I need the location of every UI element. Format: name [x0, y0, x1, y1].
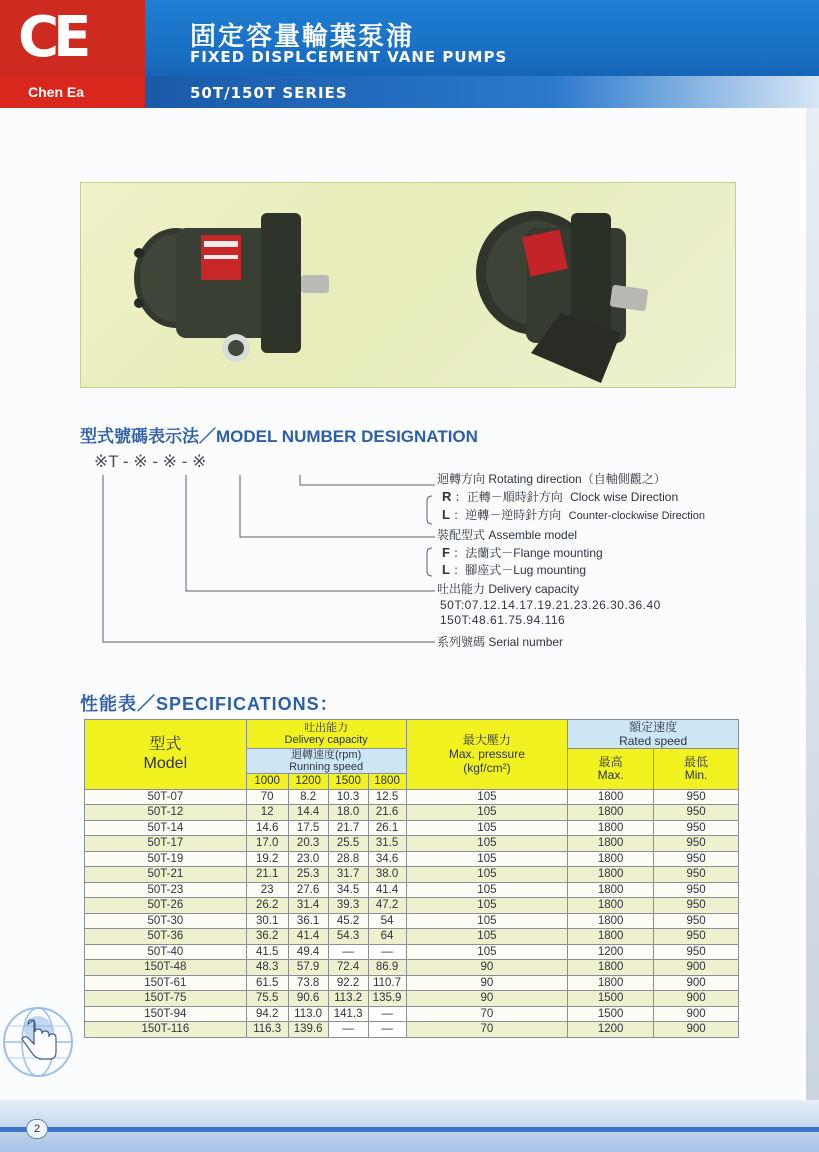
brand-logo	[0, 0, 145, 88]
cell-model: 150T-61	[85, 975, 247, 991]
cell-d1200: 8.2	[288, 789, 328, 805]
cell-d1800: 26.1	[368, 820, 406, 836]
cell-model: 50T-19	[85, 851, 247, 867]
serial-number-label: 系列號碼 Serial number	[437, 635, 564, 649]
table-row	[85, 944, 739, 960]
cell-d1800: 31.5	[368, 836, 406, 852]
header-speed-1500: 1500	[328, 774, 368, 790]
header-model-cn: 型式	[149, 736, 182, 754]
cell-d1000: 17.0	[246, 836, 288, 852]
table-row	[85, 789, 739, 805]
header-pressure-en: Max. pressure	[448, 747, 525, 762]
cell-d1200: 113.0	[288, 1006, 328, 1022]
header-speed-cn: 迴轉速度(rpm)	[290, 749, 362, 761]
designation-leader-lines	[0, 440, 819, 660]
cell-pressure: 90	[406, 991, 568, 1007]
cell-d1000: 21.1	[246, 867, 288, 883]
cell-d1800: —	[368, 1006, 406, 1022]
cell-pressure: 105	[406, 867, 568, 883]
cell-max: 1800	[568, 789, 654, 805]
cell-max: 1800	[568, 929, 654, 945]
cell-d1000: 14.6	[246, 820, 288, 836]
cell-d1000: 41.5	[246, 944, 288, 960]
table-row	[85, 975, 739, 991]
cell-max: 1800	[568, 898, 654, 914]
table-row	[85, 1006, 739, 1022]
cell-d1000: 116.3	[246, 1022, 288, 1038]
product-photo	[80, 182, 736, 388]
cell-model: 50T-07	[85, 789, 247, 805]
header-delivery	[246, 720, 406, 749]
cell-min: 950	[654, 913, 739, 929]
cell-pressure: 70	[406, 1006, 568, 1022]
cell-d1800: 41.4	[368, 882, 406, 898]
cell-max: 1800	[568, 867, 654, 883]
table-row	[85, 867, 739, 883]
cell-d1500: 45.2	[328, 913, 368, 929]
cell-model: 50T-17	[85, 836, 247, 852]
table-row	[85, 991, 739, 1007]
header-pressure	[406, 720, 568, 790]
pump-angle-view	[476, 211, 648, 383]
cell-d1200: 14.4	[288, 805, 328, 821]
header-min-cn: 最低	[684, 754, 709, 769]
table-row	[85, 1022, 739, 1038]
cell-d1500: —	[328, 1022, 368, 1038]
header-max-cn: 最高	[598, 754, 623, 769]
brand-name: Chen Ea	[28, 84, 85, 100]
header-pressure-cn: 最大壓力	[462, 733, 511, 748]
table-row	[85, 913, 739, 929]
assemble-model-label: 裝配型式 Assemble model	[437, 528, 578, 542]
table-row	[85, 882, 739, 898]
cell-d1800: 110.7	[368, 975, 406, 991]
cell-pressure: 105	[406, 898, 568, 914]
cell-min: 900	[654, 975, 739, 991]
header-model	[85, 720, 247, 790]
assemble-l-option	[442, 561, 586, 578]
cell-d1500: 28.8	[328, 851, 368, 867]
cell-d1800: 64	[368, 929, 406, 945]
rotation-l-en: Counter-clockwise Direction	[568, 510, 705, 522]
header-rated-en: Rated speed	[619, 734, 688, 748]
cell-d1800: 54	[368, 913, 406, 929]
cell-d1500: 31.7	[328, 867, 368, 883]
rotation-l-option	[442, 506, 705, 523]
cell-d1800: —	[368, 944, 406, 960]
cell-min: 950	[654, 851, 739, 867]
header-max-en: Max.	[597, 767, 624, 782]
cell-model: 50T-23	[85, 882, 247, 898]
cell-model: 50T-21	[85, 867, 247, 883]
model-code-pattern: ※T - ※ - ※ - ※	[94, 452, 207, 471]
cell-model: 50T-30	[85, 913, 247, 929]
cell-d1500: 54.3	[328, 929, 368, 945]
specifications-title: 性能表／SPECIFICATIONS：	[80, 694, 339, 714]
header-model-en: Model	[143, 755, 188, 773]
header-speed-1800: 1800	[368, 774, 406, 790]
brand-block	[0, 76, 145, 108]
cell-d1500: 92.2	[328, 975, 368, 991]
cell-max: 1800	[568, 851, 654, 867]
cell-d1000: 70	[246, 789, 288, 805]
cell-pressure: 90	[406, 960, 568, 976]
page-number: 2	[26, 1119, 48, 1139]
cell-d1200: 17.5	[288, 820, 328, 836]
cell-min: 950	[654, 805, 739, 821]
rotation-l-code: L	[442, 507, 450, 522]
cell-min: 950	[654, 929, 739, 945]
cell-d1500: 25.5	[328, 836, 368, 852]
cell-pressure: 105	[406, 820, 568, 836]
cell-min: 900	[654, 1006, 739, 1022]
cell-max: 1500	[568, 991, 654, 1007]
cell-d1500: 34.5	[328, 882, 368, 898]
specifications-table	[84, 719, 739, 1038]
assemble-f-code: F	[442, 545, 450, 560]
cell-max: 1800	[568, 882, 654, 898]
table-row	[85, 929, 739, 945]
cell-d1200: 25.3	[288, 867, 328, 883]
cell-min: 950	[654, 789, 739, 805]
cell-pressure: 70	[406, 1022, 568, 1038]
cell-d1200: 57.9	[288, 960, 328, 976]
cell-d1500: 113.2	[328, 991, 368, 1007]
cell-pressure: 105	[406, 851, 568, 867]
cell-d1200: 31.4	[288, 898, 328, 914]
cell-min: 900	[654, 991, 739, 1007]
cell-max: 1800	[568, 820, 654, 836]
header-delivery-en: Delivery capacity	[284, 734, 368, 746]
cell-min: 900	[654, 1022, 739, 1038]
header-rated-cn: 額定速度	[629, 720, 678, 734]
cell-model: 150T-48	[85, 960, 247, 976]
cell-max: 1800	[568, 960, 654, 976]
cell-d1200: 49.4	[288, 944, 328, 960]
rotation-r-code: R	[442, 489, 452, 504]
cell-d1000: 26.2	[246, 898, 288, 914]
cell-max: 1200	[568, 1022, 654, 1038]
page-title-cn: 固定容量輪葉泵浦	[190, 22, 415, 52]
cell-pressure: 105	[406, 882, 568, 898]
cell-d1800: 135.9	[368, 991, 406, 1007]
cell-d1800: 38.0	[368, 867, 406, 883]
header-speed-1000: 1000	[246, 774, 288, 790]
footer-line	[0, 1127, 819, 1132]
header-min	[654, 749, 739, 790]
rotation-l-cn: ：逆轉－逆時針方向	[453, 508, 562, 522]
logo-text: CE	[18, 5, 86, 70]
assemble-f-desc: ：法蘭式－Flange mounting	[453, 546, 603, 560]
cell-max: 1800	[568, 805, 654, 821]
cell-max: 1800	[568, 913, 654, 929]
cell-d1800: —	[368, 1022, 406, 1038]
cell-d1500: 39.3	[328, 898, 368, 914]
page-title-en: FIXED DISPLCEMENT VANE PUMPS	[190, 48, 508, 66]
cell-pressure: 105	[406, 913, 568, 929]
delivery-150t-values: 150T:48.61.75.94.116	[440, 613, 566, 627]
table-row	[85, 820, 739, 836]
cell-d1000: 48.3	[246, 960, 288, 976]
delivery-capacity-label: 吐出能力 Delivery capacity	[437, 582, 580, 596]
cell-d1800: 34.6	[368, 851, 406, 867]
cell-min: 950	[654, 820, 739, 836]
cell-min: 950	[654, 882, 739, 898]
cell-pressure: 105	[406, 944, 568, 960]
model-designation-title: 型式號碼表示法／MODEL NUMBER DESIGNATION	[80, 427, 478, 446]
table-row	[85, 805, 739, 821]
header-speed-en: Running speed	[289, 761, 364, 773]
table-row	[85, 851, 739, 867]
header-running-speed	[246, 749, 406, 774]
footer-band	[0, 1100, 819, 1152]
cell-pressure: 90	[406, 975, 568, 991]
cell-model: 50T-40	[85, 944, 247, 960]
header-rated-speed	[568, 720, 739, 749]
assemble-l-code: L	[442, 562, 450, 577]
cell-max: 1800	[568, 975, 654, 991]
header-delivery-cn: 吐出能力	[304, 722, 349, 734]
cell-min: 950	[654, 836, 739, 852]
cell-model: 50T-12	[85, 805, 247, 821]
cell-d1200: 90.6	[288, 991, 328, 1007]
cell-d1000: 75.5	[246, 991, 288, 1007]
cell-d1000: 36.2	[246, 929, 288, 945]
cell-d1000: 23	[246, 882, 288, 898]
cell-d1200: 27.6	[288, 882, 328, 898]
cell-d1500: 10.3	[328, 789, 368, 805]
table-row	[85, 836, 739, 852]
cell-max: 1500	[568, 1006, 654, 1022]
cell-d1500: 18.0	[328, 805, 368, 821]
cell-d1500: 141.3	[328, 1006, 368, 1022]
header-min-en: Min.	[684, 767, 708, 782]
assemble-l-desc: ：腳座式－Lug mounting	[453, 563, 587, 577]
cell-d1200: 73.8	[288, 975, 328, 991]
cell-d1800: 21.6	[368, 805, 406, 821]
table-row	[85, 960, 739, 976]
cell-d1000: 30.1	[246, 913, 288, 929]
cell-d1500: —	[328, 944, 368, 960]
cell-min: 950	[654, 867, 739, 883]
cell-d1000: 94.2	[246, 1006, 288, 1022]
cell-d1500: 21.7	[328, 820, 368, 836]
cell-pressure: 105	[406, 836, 568, 852]
cell-d1500: 72.4	[328, 960, 368, 976]
cell-d1200: 20.3	[288, 836, 328, 852]
delivery-50t-values: 50T:07.12.14.17.19.21.23.26.30.36.40	[440, 598, 661, 612]
rotating-direction-label: 迴轉方向 Rotating direction（自軸側觀之）	[437, 472, 666, 486]
cell-model: 150T-75	[85, 991, 247, 1007]
rotation-r-cn: ：正轉－順時針方向	[454, 490, 563, 504]
series-bar	[145, 76, 819, 108]
cell-d1200: 41.4	[288, 929, 328, 945]
cell-pressure: 105	[406, 789, 568, 805]
header-pressure-unit: (kgf/cm²)	[463, 761, 511, 776]
pump-front-view	[134, 213, 329, 362]
cell-pressure: 105	[406, 929, 568, 945]
rotation-r-en: Clock wise Direction	[570, 490, 679, 504]
assemble-f-option	[442, 544, 603, 561]
cell-min: 950	[654, 898, 739, 914]
cell-d1000: 19.2	[246, 851, 288, 867]
cell-d1200: 23.0	[288, 851, 328, 867]
series-title: 50T/150T SERIES	[190, 84, 348, 102]
cell-d1800: 47.2	[368, 898, 406, 914]
cell-model: 150T-94	[85, 1006, 247, 1022]
cell-min: 900	[654, 960, 739, 976]
cell-d1000: 12	[246, 805, 288, 821]
cell-max: 1200	[568, 944, 654, 960]
cell-model: 50T-36	[85, 929, 247, 945]
vane-pump-illustration	[81, 183, 736, 388]
cell-d1200: 36.1	[288, 913, 328, 929]
table-row	[85, 898, 739, 914]
cell-max: 1800	[568, 836, 654, 852]
header-max	[568, 749, 654, 790]
cell-d1200: 139.6	[288, 1022, 328, 1038]
cell-pressure: 105	[406, 805, 568, 821]
cell-model: 50T-14	[85, 820, 247, 836]
rotation-r-option	[442, 488, 678, 505]
brand-row	[0, 76, 819, 108]
cell-d1000: 61.5	[246, 975, 288, 991]
cell-model: 150T-116	[85, 1022, 247, 1038]
cell-min: 950	[654, 944, 739, 960]
cell-model: 50T-26	[85, 898, 247, 914]
cell-d1800: 12.5	[368, 789, 406, 805]
header-speed-1200: 1200	[288, 774, 328, 790]
globe-hand-icon	[0, 990, 90, 1090]
cell-d1800: 86.9	[368, 960, 406, 976]
